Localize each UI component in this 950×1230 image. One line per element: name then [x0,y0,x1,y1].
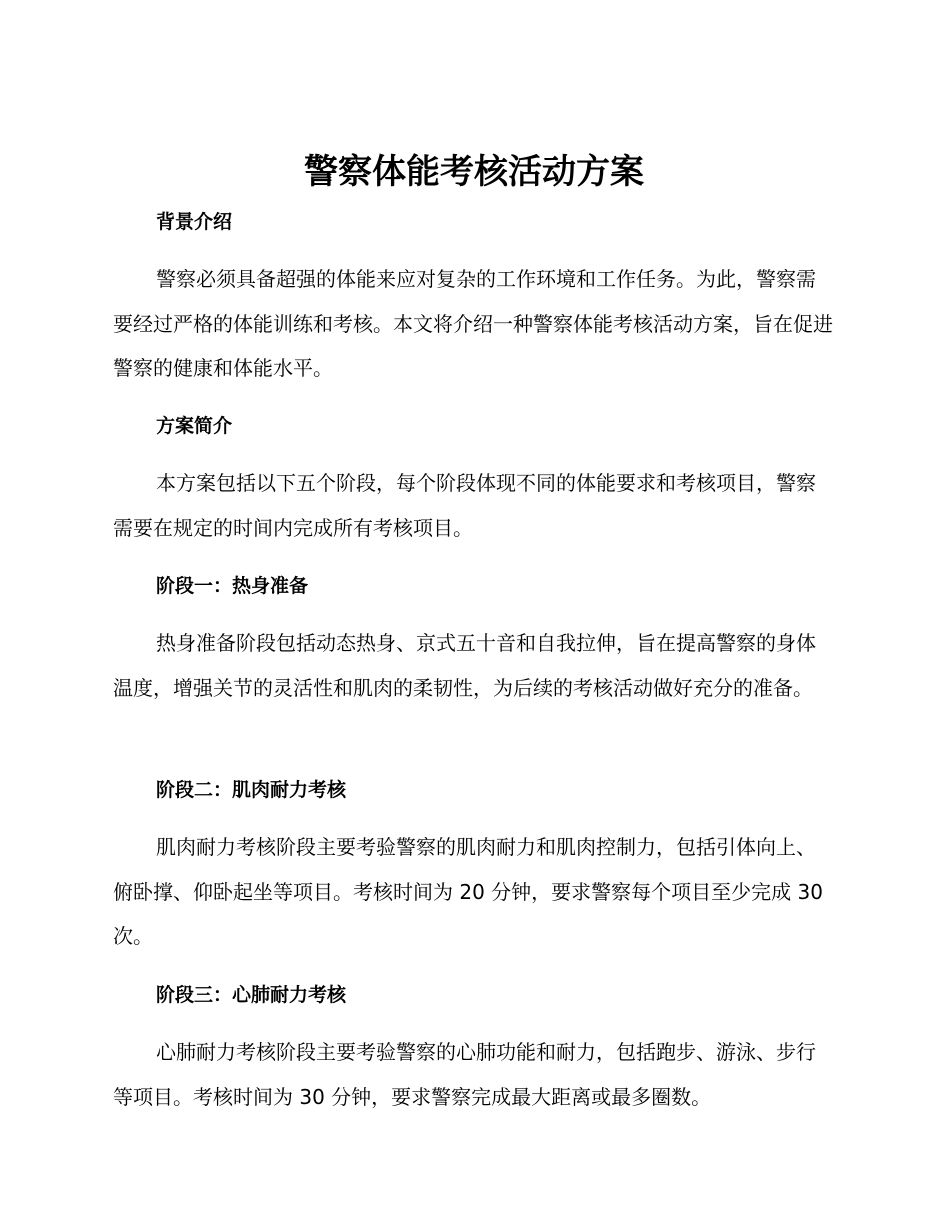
section-heading-stage-2: 阶段二：肌肉耐力考核 [156,779,347,801]
section-heading-stage-1: 阶段一：热身准备 [156,575,309,597]
section-body-overview: 本方案包括以下五个阶段，每个阶段体现不同的体能要求和考核项目，警察需要在规定的时间内完成所有考核项目。 [113,471,816,540]
section-heading-background: 背景介绍 [156,211,233,233]
section-body-stage-2: 肌肉耐力考核阶段主要考验警察的肌肉耐力和肌肉控制力，包括引体向上、俯卧撑、仰卧起坐等项目。考核时间为 20 分钟，要求警察每个项目至少完成 30 次。 [113,835,823,948]
section-body-background: 警察必须具备超强的体能来应对复杂的工作环境和工作任务。为此，警察需要经过严格的体能训练和考核。本文将介绍一种警察体能考核活动方案，旨在促进警察的健康和体能水平。 [113,267,833,380]
section-body-stage-3: 心肺耐力考核阶段主要考验警察的心肺功能和耐力，包括跑步、游泳、步行等项目。考核时间为 30 分钟，要求警察完成最大距离或最多圈数。 [113,1040,816,1109]
section-heading-stage-3: 阶段三：心肺耐力考核 [156,984,347,1006]
section-body-stage-1: 热身准备阶段包括动态热身、京式五十音和自我拉伸，旨在提高警察的身体温度，增强关节的灵活性和肌肉的柔韧性，为后续的考核活动做好充分的准备。 [113,631,816,700]
document-title: 警察体能考核活动方案 [304,152,644,192]
section-heading-overview: 方案简介 [156,415,233,437]
